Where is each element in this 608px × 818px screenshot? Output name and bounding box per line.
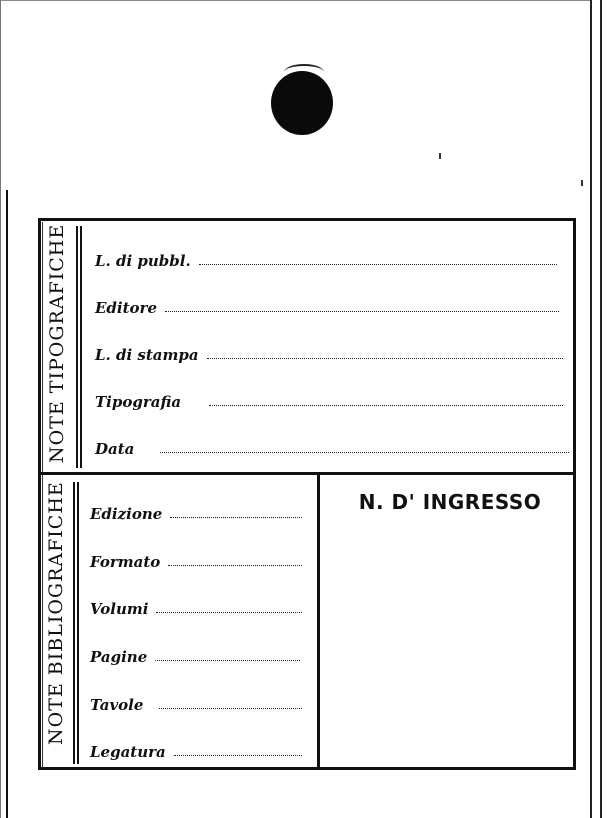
field-row — [95, 293, 559, 317]
field-blank-line[interactable] — [159, 707, 302, 709]
field-label: Pagine — [90, 648, 148, 666]
field-label: L. di stampa — [95, 346, 199, 364]
field-label: Edizione — [90, 505, 163, 523]
tag-left-edge — [0, 0, 1, 818]
tipografiche-heading: NOTE TIPOGRAFICHE — [46, 223, 68, 463]
ingresso-label: N. D' INGRESSO — [358, 490, 542, 514]
field-blank-line[interactable] — [160, 451, 569, 453]
field-label: Data — [95, 440, 135, 458]
form-frame-inner-rule — [42, 222, 43, 768]
field-blank-line[interactable] — [209, 404, 563, 406]
field-label: Legatura — [90, 743, 166, 761]
field-label: Tavole — [90, 696, 144, 714]
tipografiche-heading-rule — [80, 226, 82, 468]
field-row — [95, 246, 557, 270]
tick-mark — [581, 180, 583, 186]
field-blank-line[interactable] — [155, 659, 300, 661]
field-label: L. di pubbl. — [95, 252, 191, 270]
field-row — [90, 690, 302, 714]
field-blank-line[interactable] — [207, 357, 563, 359]
field-row — [90, 737, 302, 761]
field-row — [90, 547, 302, 571]
field-blank-line[interactable] — [165, 310, 559, 312]
section-divider — [41, 472, 576, 475]
field-label: Volumi — [90, 600, 149, 618]
field-row — [95, 387, 563, 411]
field-blank-line[interactable] — [199, 263, 557, 265]
bibliografiche-heading: NOTE BIBLIOGRAFICHE — [45, 481, 67, 745]
field-label: Tipografia — [95, 393, 182, 411]
tag-right-edge — [600, 0, 602, 818]
field-row — [95, 434, 569, 458]
field-blank-line[interactable] — [168, 564, 302, 566]
tag-top-edge — [0, 0, 592, 1]
field-row — [90, 642, 300, 666]
tag-right-rule — [590, 0, 592, 818]
field-row — [95, 340, 563, 364]
ingresso-divider — [317, 475, 320, 767]
field-row — [90, 499, 302, 523]
punch-hole — [271, 71, 333, 135]
field-blank-line[interactable] — [156, 611, 302, 613]
bibliografiche-heading-rule — [73, 482, 75, 764]
tipografiche-heading-rule — [76, 226, 78, 468]
field-row — [90, 594, 302, 618]
field-label: Editore — [95, 299, 157, 317]
field-blank-line[interactable] — [170, 516, 302, 518]
field-blank-line[interactable] — [174, 754, 302, 756]
field-label: Formato — [90, 553, 161, 571]
tick-mark — [439, 153, 441, 159]
bibliografiche-heading-rule — [77, 482, 79, 764]
tag-left-rule — [6, 190, 8, 818]
